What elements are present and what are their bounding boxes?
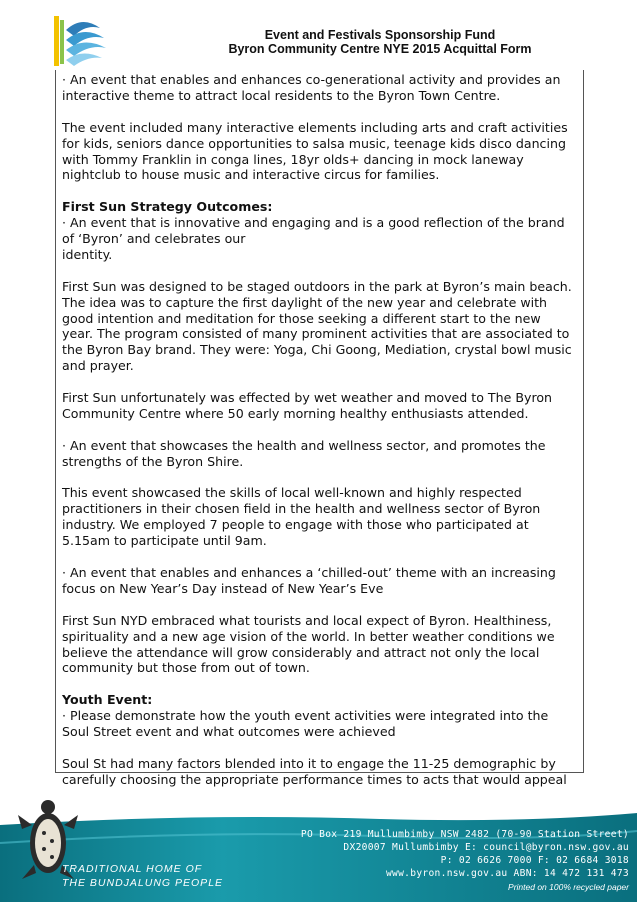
council-phone-fax: P: 02 6626 7000 F: 02 6684 3018 <box>440 855 629 866</box>
heading-youth-event: Youth Event: <box>62 692 153 708</box>
paragraph-intergenerational: · An event that enables and enhances co-generational activity and provides an interactive theme to attract local residents to the Byron Town Centre. <box>62 72 561 103</box>
form-title: Event and Festivals Sponsorship Fund <box>264 28 496 42</box>
paragraph-weather: First Sun unfortunately was effected by wet weather and moved to The Byron Community Centre where 50 early morning healthy enthusiasts attended. <box>62 390 553 421</box>
form-subtitle: Byron Community Centre NYE 2015 Acquittal Form <box>228 42 532 56</box>
logo-bar-green <box>60 20 64 64</box>
council-web-abn: www.byron.nsw.gov.au ABN: 14 472 131 473 <box>385 868 629 879</box>
council-logo <box>52 10 134 72</box>
paragraph-health-wellness: · An event that showcases the health and wellness sector, and promotes the strengths of the Byron Shire. <box>62 437 546 469</box>
paragraph-innovative-identity: identity. <box>62 246 113 262</box>
traditional-home-line1: TRADITIONAL HOME OF <box>62 863 203 875</box>
content-body <box>56 70 583 788</box>
paragraph-first-sun-design: First Sun was designed to be staged outdoors in the park at Byron’s main beach. The idea was to capture the first daylight of the new year and celebrate with good intention and meditation for those seeking a different start to the new year. The program consisted of many prominent activities that are associated to the Byron Bay brand. They were: Yoga, Chi Goong, Mediation, crystal bowl music and prayer. <box>62 278 572 374</box>
logo-bar-yellow <box>54 16 59 66</box>
paragraph-practitioners: This event showcased the skills of local well-known and highly respected practitioners in their chosen field in the health and wellness sector of Byron industry. We employed 7 people to engage with those who participated at 5.15am to participate until 9am. <box>62 485 541 549</box>
council-address: PO Box 219 Mullumbimby NSW 2482 (70-90 Station Street) <box>300 829 629 840</box>
logo-wave-4 <box>66 53 102 66</box>
council-dx-email: DX20007 Mullumbimby E: council@byron.nsw.gov.au <box>343 842 629 853</box>
paragraph-event-elements: The event included many interactive elements including arts and craft activities for kids, seniors dance opportunities to salsa music, teenage kids disco dancing with Tommy Franklin in conga lines, 18yr olds+ dancing in mock laneway nightclub to house music and interactive circus for families. <box>62 119 568 183</box>
content-box <box>55 70 584 787</box>
paragraph-soul-st: Soul St had many factors blended into it to engage the 11-25 demographic by carefully choosing the appropriate performance times to acts that would appeal <box>62 755 567 787</box>
heading-first-sun-outcomes: First Sun Strategy Outcomes: <box>62 199 273 215</box>
paragraph-nyd: First Sun NYD embraced what tourists and local expect of Byron. Healthiness, spirituality and a new age vision of the world. In better weather conditions we believe the attendance will grow considerably and attract not only the local community but those from out of town. <box>62 612 555 676</box>
traditional-home-line2: THE BUNDJALUNG PEOPLE <box>62 877 224 889</box>
page-footer <box>0 785 637 902</box>
paragraph-youth-question: · Please demonstrate how the youth event activities were integrated into the Soul Street event and what outcomes were achieved <box>62 708 549 740</box>
paragraph-chilled-out: · An event that enables and enhances a ‘chilled-out’ theme with an increasing focus on New Year’s Day instead of New Year’s Eve <box>62 564 556 596</box>
paragraph-innovative-text: · An event that is innovative and engaging and is a good reflection of the brand of ‘Byron’ and celebrates our <box>62 215 565 247</box>
recycled-paper-note: Printed on 100% recycled paper <box>508 882 629 892</box>
paragraph-innovative <box>62 215 575 263</box>
page-header <box>0 0 637 70</box>
